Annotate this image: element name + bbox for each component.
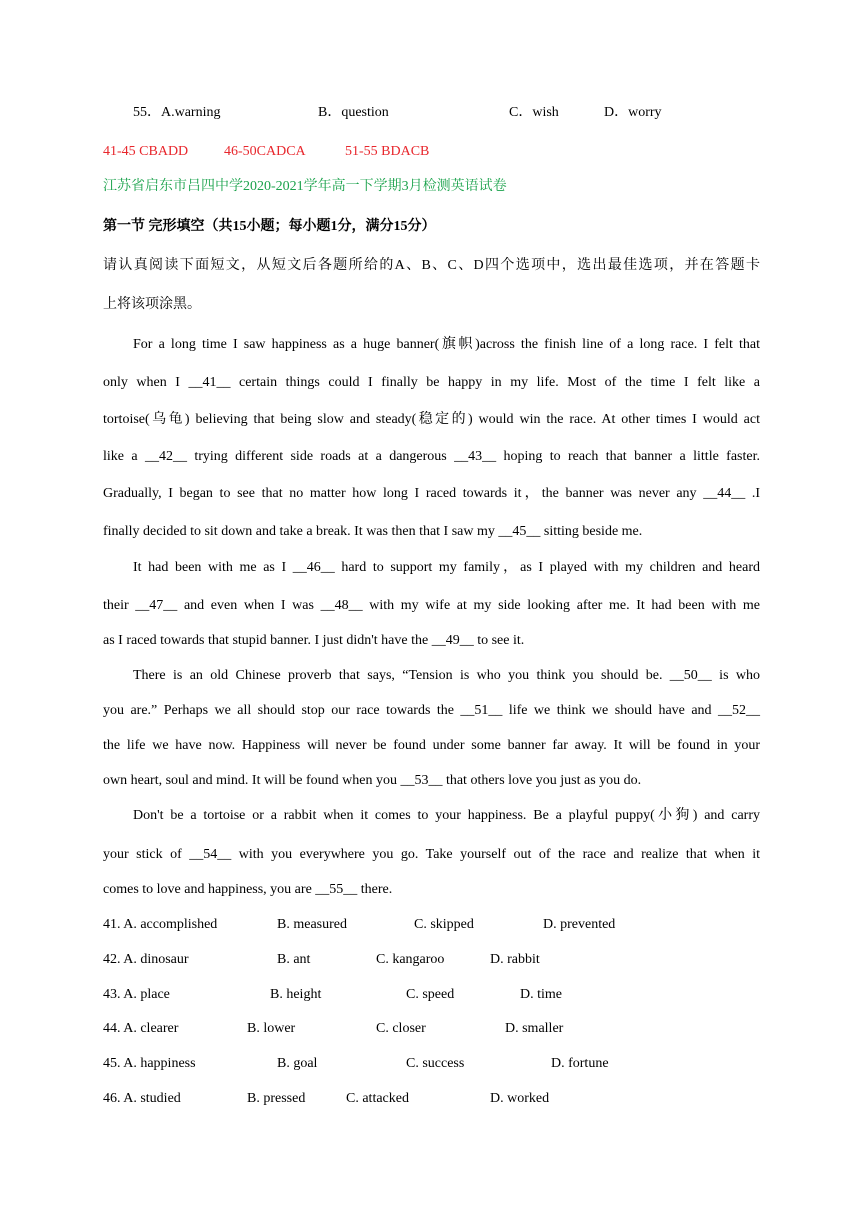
section-heading: 第一节 完形填空（共15小题；每小题1分，满分15分） (103, 219, 436, 234)
passage-line: For a long time I saw happiness as a huge banner(旗帜)across the finish line of a long race. I felt that (133, 337, 760, 352)
passage-line: Don't be a tortoise or a rabbit when it comes to your happiness. Be a playful puppy(小狗) and carry (133, 808, 760, 823)
source-title: 江苏省启东市吕四中学2020-2021学年高一下学期3月检测英语试卷 (103, 179, 507, 194)
option-46-b: B. pressed (247, 1091, 306, 1106)
passage-line: comes to love and happiness, you are __55__ there. (103, 882, 393, 897)
option-42-c: C. kangaroo (376, 952, 445, 967)
passage-line: It had been with me as I __46__ hard to support my family，as I played with my children and heard (133, 560, 760, 575)
option-44-d: D. smaller (505, 1021, 564, 1036)
passage-line: own heart, soul and mind. It will be found when you __53__ that others love you just as you do. (103, 773, 642, 788)
passage-line: their __47__ and even when I was __48__ with my wife at my side looking after me. It had been with me (103, 598, 760, 613)
option-46-d: D. worked (490, 1091, 550, 1106)
passage-line: only when I __41__ certain things could I finally be happy in my life. Most of the time I felt like a (103, 375, 760, 390)
option-43-d: D. time (520, 987, 562, 1002)
instructions-line-1: 请认真阅读下面短文，从短文后各题所给的A、B、C、D四个选项中，选出最佳选项，并在答题卡 (103, 258, 760, 273)
option-46-a: 46. A. studied (103, 1091, 181, 1106)
option-42-d: D. rabbit (490, 952, 540, 967)
passage-line: you are.” Perhaps we all should stop our race towards the __51__ life we think we should have and __52__ (103, 703, 760, 718)
option-45-c: C. success (406, 1056, 465, 1071)
q55-option-a: 55．A.warning (133, 105, 221, 120)
option-42-b: B. ant (277, 952, 311, 967)
option-45-a: 45. A. happiness (103, 1056, 196, 1071)
option-42-a: 42. A. dinosaur (103, 952, 189, 967)
answer-key-41-45: 41-45 CBADD (103, 144, 189, 159)
option-43-b: B. height (270, 987, 322, 1002)
passage-line: as I raced towards that stupid banner. I just didn't have the __49__ to see it. (103, 633, 525, 648)
option-41-c: C. skipped (414, 917, 474, 932)
answer-key-46-50: 46-50CADCA (224, 144, 306, 159)
passage-line: the life we have now. Happiness will never be found under some banner far away. It will be found in your (103, 738, 760, 753)
q55-option-b: B．question (318, 105, 389, 120)
option-44-a: 44. A. clearer (103, 1021, 179, 1036)
q55-option-c: C．wish (509, 105, 559, 120)
answer-key-51-55: 51-55 BDACB (345, 144, 430, 159)
q55-option-d: D．worry (604, 105, 662, 120)
passage-line: finally decided to sit down and take a break. It was then that I saw my __45__ sitting beside me. (103, 524, 643, 539)
option-45-b: B. goal (277, 1056, 318, 1071)
option-45-d: D. fortune (551, 1056, 609, 1071)
passage-line: like a __42__ trying different side roads at a dangerous __43__ hoping to reach that banner a little faster. (103, 449, 760, 464)
option-44-c: C. closer (376, 1021, 426, 1036)
option-41-d: D. prevented (543, 917, 616, 932)
option-44-b: B. lower (247, 1021, 296, 1036)
passage-line: tortoise(乌龟) believing that being slow and steady(稳定的) would win the race. At other times I would act (103, 412, 760, 427)
passage-line: your stick of __54__ with you everywhere you go. Take yourself out of the race and realize that when it (103, 847, 760, 862)
passage-line: There is an old Chinese proverb that says, “Tension is who you think you should be. __50__ is who (133, 668, 760, 683)
option-46-c: C. attacked (346, 1091, 409, 1106)
instructions-line-2: 上将该项涂黑。 (103, 297, 201, 312)
passage-line: Gradually, I began to see that no matter how long I raced towards it，the banner was never any __44__ .I (103, 486, 760, 501)
option-41-b: B. measured (277, 917, 347, 932)
option-43-a: 43. A. place (103, 987, 170, 1002)
option-43-c: C. speed (406, 987, 455, 1002)
option-41-a: 41. A. accomplished (103, 917, 218, 932)
